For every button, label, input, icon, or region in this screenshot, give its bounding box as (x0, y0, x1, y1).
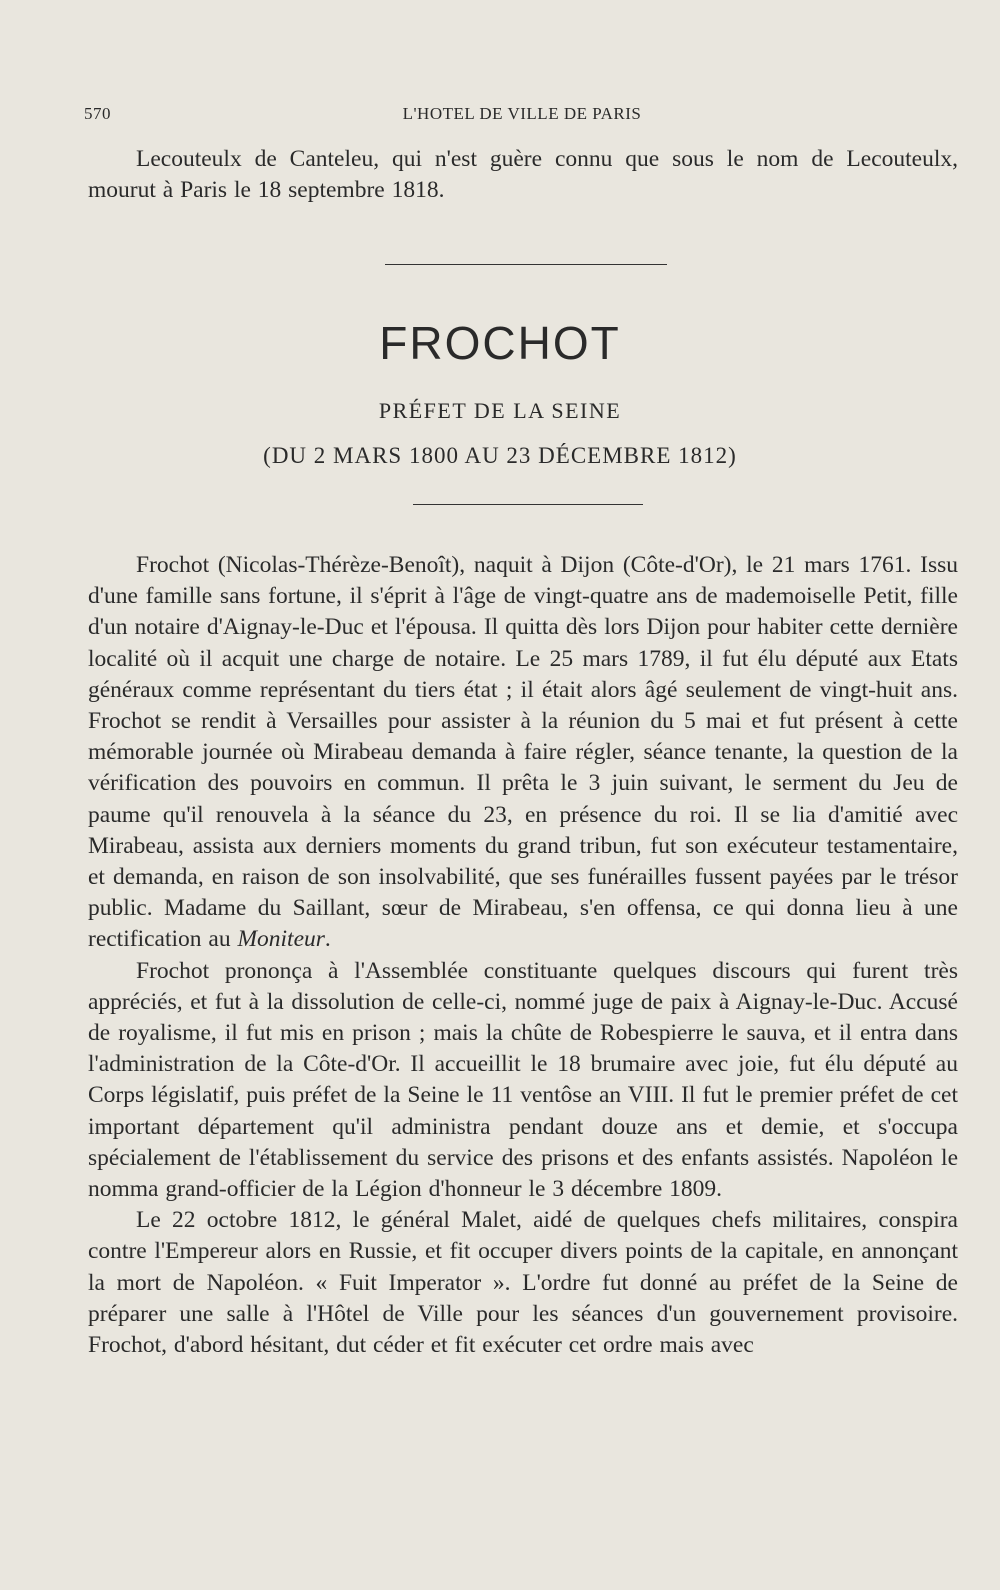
article-subtitle: PRÉFET DE LA SEINE (378, 398, 622, 423)
article-title: FROCHOT (379, 317, 621, 369)
divider-rule-bottom (413, 504, 643, 505)
paragraph-1-end: . (324, 926, 331, 953)
paragraph-3: Le 22 octobre 1812, le général Malet, aidé de quelques chefs militaires, conspira contre l'Empereur alors en Russie, et fit occuper divers points de la capitale, en annonçant la mort de Napoléon. « Fuit Imperator ». L'ordre fut donné au préfet de la Seine de préparer une salle à l'Hôtel de Ville pour les séances d'un gouvernement provisoire. Frochot, d'abord hésitant, dut céder et fit exécuter cet ordre mais avec (88, 1207, 958, 1359)
article-body (88, 550, 958, 1361)
paragraph-2: Frochot prononça à l'Assemblée constituante quelques discours qui furent très appréciés, et fut à la dissolution de celle-ci, nommé juge de paix à Aignay-le-Duc. Accusé de royalisme, il fut mis en prison ; mais la chûte de Robespierre le sauva, et il entra dans l'administration de la Côte-d'Or. Il accueillit le 18 brumaire avec joie, fut élu député au Corps législatif, puis préfet de la Seine le 11 ventôse an VIII. Il fut le premier préfet de cet important département qu'il administra pendant douze ans et demie, et s'occupa spécialement de l'établissement du service des prisons et des enfants assistés. Napoléon le nomma grand-officier de la Légion d'honneur le 3 décembre 1809. (88, 957, 958, 1203)
intro-section (88, 144, 958, 206)
article-dates: (DU 2 MARS 1800 AU 23 DÉCEMBRE 1812) (263, 443, 737, 468)
paragraph-1 (88, 550, 958, 956)
divider-rule-top (385, 264, 667, 265)
running-head-title: L'HOTEL DE VILLE DE PARIS (402, 104, 642, 123)
intro-paragraph: Lecouteulx de Canteleu, qui n'est guère connu que sous le nom de Lecouteulx, mourut à Paris le 18 septembre 1818. (88, 146, 958, 204)
running-head (84, 104, 960, 128)
moniteur-reference: Moniteur (237, 926, 325, 953)
paragraph-1-text: Frochot (Nicolas-Thérèze-Benoît), naquit à Dijon (Côte-d'Or), le 21 mars 1761. Issu d'une famille sans fortune, il s'éprit à l'âge de vingt-quatre ans de mademoiselle Petit, fille d'un notaire d'Aignay-le-Duc et l'épousa. Il quitta dès lors Dijon pour habiter cette dernière localité où il acquit une charge de notaire. Le 25 mars 1789, il fut élu député aux Etats généraux comme représentant du tiers état ; il était alors âgé seulement de vingt-huit ans. Frochot se rendit à Versailles pour assister à la réunion du 5 mai et fut présent à cette mémorable journée où Mirabeau demanda à faire régler, séance tenante, la question de la vérification des pouvoirs en commun. Il prêta le 3 juin suivant, le serment du Jeu de paume qu'il renouvela à la séance du 23, en présence du roi. Il se lia d'amitié avec Mirabeau, assista aux derniers moments du grand tribun, fut son exécuteur testamentaire, et demanda, en raison de son insolvabilité, que ses funérailles fussent payées par le trésor public. Madame du Saillant, sœur de Mirabeau, s'en offensa, ce qui donna lieu à une rectification au (88, 552, 958, 953)
page-number: 570 (84, 104, 111, 123)
